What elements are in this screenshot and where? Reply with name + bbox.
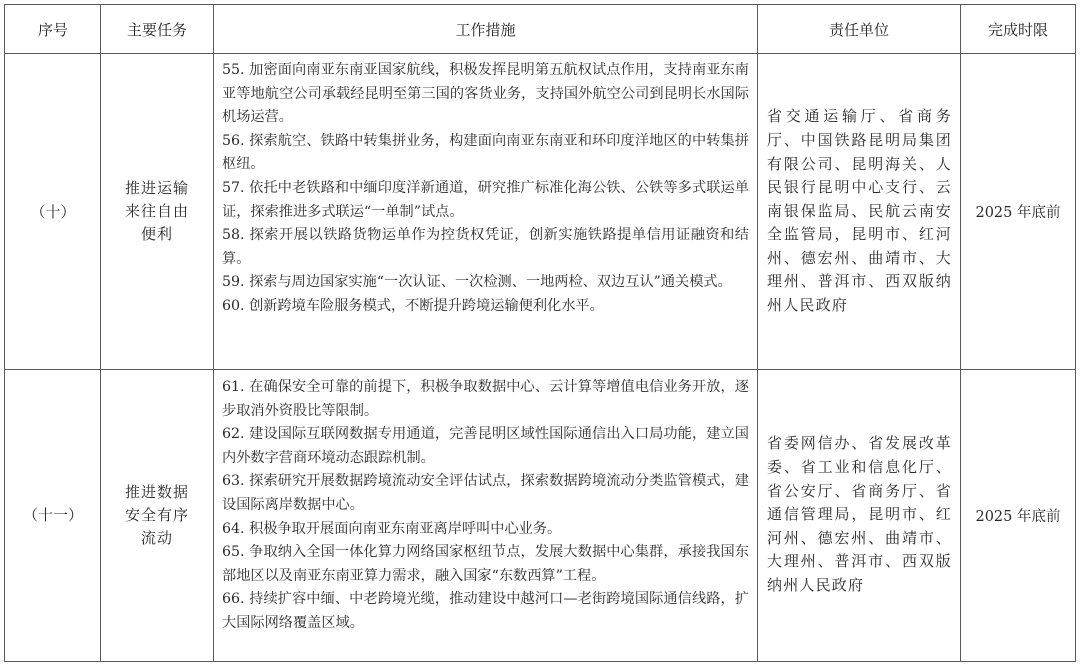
row-index: （十一）	[22, 506, 83, 524]
measure-item: 56. 探索航空、铁路中转集拼业务，构建面向南亚东南亚和环印度洋地区的中转集拼枢纽。	[222, 132, 749, 173]
header-task: 主要任务	[126, 20, 187, 39]
measure-item: 64. 积极争取开展面向南亚东南亚离岸呼叫中心业务。	[222, 520, 562, 537]
measure-item: 61. 在确保安全可靠的前提下，积极争取数据中心、云计算等增值电信业务开放，逐步取消外资股比等限制。	[222, 379, 749, 419]
measures-table	[4, 4, 1076, 662]
header-deadline: 完成时限	[987, 20, 1048, 39]
row-task: 推进运输来往自由便利	[124, 179, 189, 243]
measure-item: 66. 持续扩容中缅、中老跨境光缆，推动建设中越河口—老街跨境国际通信线路，扩大国际网络覆盖区域。	[222, 591, 749, 631]
row-task: 推进数据安全有序流动	[124, 482, 189, 547]
measure-item: 57. 依托中老铁路和中缅印度洋新通道，研究推广标准化海公铁、公铁等多式联运单证，探索推进多式联运“一单制”试点。	[222, 179, 749, 220]
measure-item: 65. 争取纳入全国一体化算力网络国家枢纽节点，发展大数据中心集群，承接我国东部地区以及南亚东南亚算力需求，融入国家“东数西算”工程。	[222, 544, 749, 584]
row-deadline: 2025 年底前	[975, 508, 1061, 525]
measure-item: 62. 建设国际互联网数据专用通道，完善昆明区域性国际通信出入口局功能，建立国内外数字营商环境动态跟踪机制。	[222, 426, 749, 466]
row-task-cell	[101, 54, 213, 369]
measure-item: 60. 创新跨境车险服务模式，不断提升跨境运输便利化水平。	[222, 297, 604, 314]
measure-item: 63. 探索研究开展数据跨境流动安全评估试点，探索数据跨境流动分类监管模式，建设国际离岸数据中心。	[222, 473, 749, 513]
row-measures	[214, 370, 757, 660]
header-measures: 工作措施	[455, 20, 516, 39]
measure-item: 58. 探索开展以铁路货物运单作为控货权凭证，创新实施铁路提单信用证融资和结算。	[222, 227, 749, 267]
row-deadline: 2025 年底前	[975, 205, 1061, 221]
row-task-cell	[101, 370, 213, 660]
header-units: 责任单位	[828, 20, 889, 39]
header-index: 序号	[37, 20, 68, 39]
row-units: 省交通运输厅、省商务厅、中国铁路昆明局集团有限公司、昆明海关、人民银行昆明中心支行、云南银保监局、民航云南安全监管局，昆明市、红河州、德宏州、曲靖市、大理州、普洱市、西双版纳州人民政府	[767, 107, 952, 315]
row-index: （十）	[30, 202, 76, 221]
row-units: 省委网信办、省发展改革委、省工业和信息化厅、省公安厅、省商务厅、省通信管理局，昆明市、红河州、德宏州、曲靖市、大理州、普洱市、西双版纳州人民政府	[767, 434, 952, 594]
measure-item: 59. 探索与周边国家实施“一次认证、一次检测、一地两检、双边互认”通关模式。	[222, 274, 732, 291]
measure-item: 55. 加密面向南亚东南亚国家航线，积极发挥昆明第五航权试点作用，支持南亚东南亚等地航空公司承载经昆明至第三国的客货业务，支持国外航空公司到昆明长水国际机场运营。	[222, 62, 749, 126]
row-measures	[214, 54, 757, 369]
